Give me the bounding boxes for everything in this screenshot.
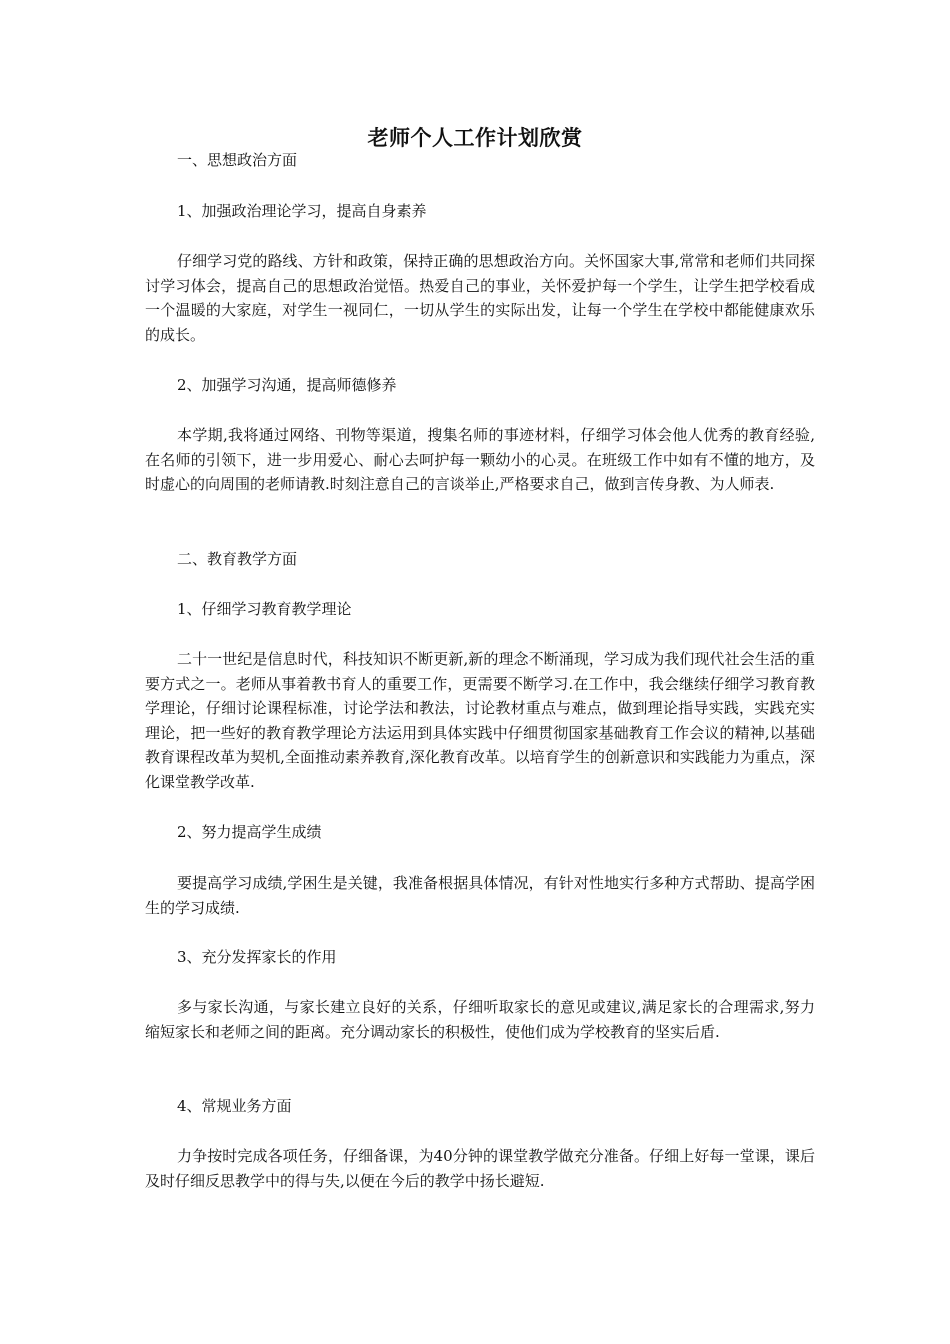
paragraph-ethics: 本学期,我将通过网络、刊物等渠道，搜集名师的事迹材料，仔细学习体会他人优秀的教育经验,在名师的引领下，进一步用爱心、耐心去呵护每一颗幼小的心灵。在班级工作中如有不懂的地方，及时虚心的向周围的老师请教.时刻注意自己的言谈举止,严格要求自己，做到言传身教、为人师表. (145, 426, 815, 494)
paragraph-parents: 多与家长沟通，与家长建立良好的关系，仔细听取家长的意见或建议,满足家长的合理需求,努力缩短家长和老师之间的距离。充分调动家长的积极性，使他们成为学校教育的坚实后盾. (145, 998, 815, 1041)
paragraph-grades: 要提高学习成绩,学困生是关键，我准备根据具体情况，有针对性地实行多种方式帮助、提高学困生的学习成绩. (145, 874, 815, 917)
subsection-heading-routine: 4、常规业务方面 (177, 1097, 292, 1115)
section-heading-politics: 一、思想政治方面 (177, 151, 298, 169)
subsection-heading-teaching-theory: 1、仔细学习教育教学理论 (177, 600, 352, 618)
paragraph-routine: 力争按时完成各项任务，仔细备课，为40分钟的课堂教学做充分准备。仔细上好每一堂课，课后及时仔细反思教学中的得与失,以便在今后的教学中扬长避短. (145, 1147, 815, 1190)
subsection-heading-theory-study: 1、加强政治理论学习，提高自身素养 (177, 202, 427, 220)
subsection-heading-parents: 3、充分发挥家长的作用 (177, 948, 337, 966)
section-heading-teaching: 二、教育教学方面 (177, 550, 298, 568)
paragraph-theory-study: 仔细学习党的路线、方针和政策，保持正确的思想政治方向。关怀国家大事,常常和老师们共同探讨学习体会，提高自己的思想政治觉悟。热爱自己的事业，关怀爱护每一个学生，让学生把学校看成一个温暖的大家庭，对学生一视同仁，一切从学生的实际出发，让每一个学生在学校中都能健康欢乐的成长。 (145, 252, 815, 344)
paragraph-teaching-theory: 二十一世纪是信息时代，科技知识不断更新,新的理念不断涌现，学习成为我们现代社会生活的重要方式之一。老师从事着教书育人的重要工作，更需要不断学习.在工作中，我会继续仔细学习教育教学理论，仔细讨论课程标准，讨论学法和教法，讨论教材重点与难点，做到理论指导实践，实践充实理论，把一些好的教育教学理论方法运用到具体实践中仔细贯彻国家基础教育工作会议的精神,以基础教育课程改革为契机,全面推动素养教育,深化教育改革。以培育学生的创新意识和实践能力为重点，深化课堂教学改革. (145, 650, 815, 791)
document-title: 老师个人工作计划欣赏 (367, 125, 583, 150)
subsection-heading-grades: 2、努力提高学生成绩 (177, 823, 322, 841)
subsection-heading-ethics: 2、加强学习沟通，提高师德修养 (177, 376, 397, 394)
